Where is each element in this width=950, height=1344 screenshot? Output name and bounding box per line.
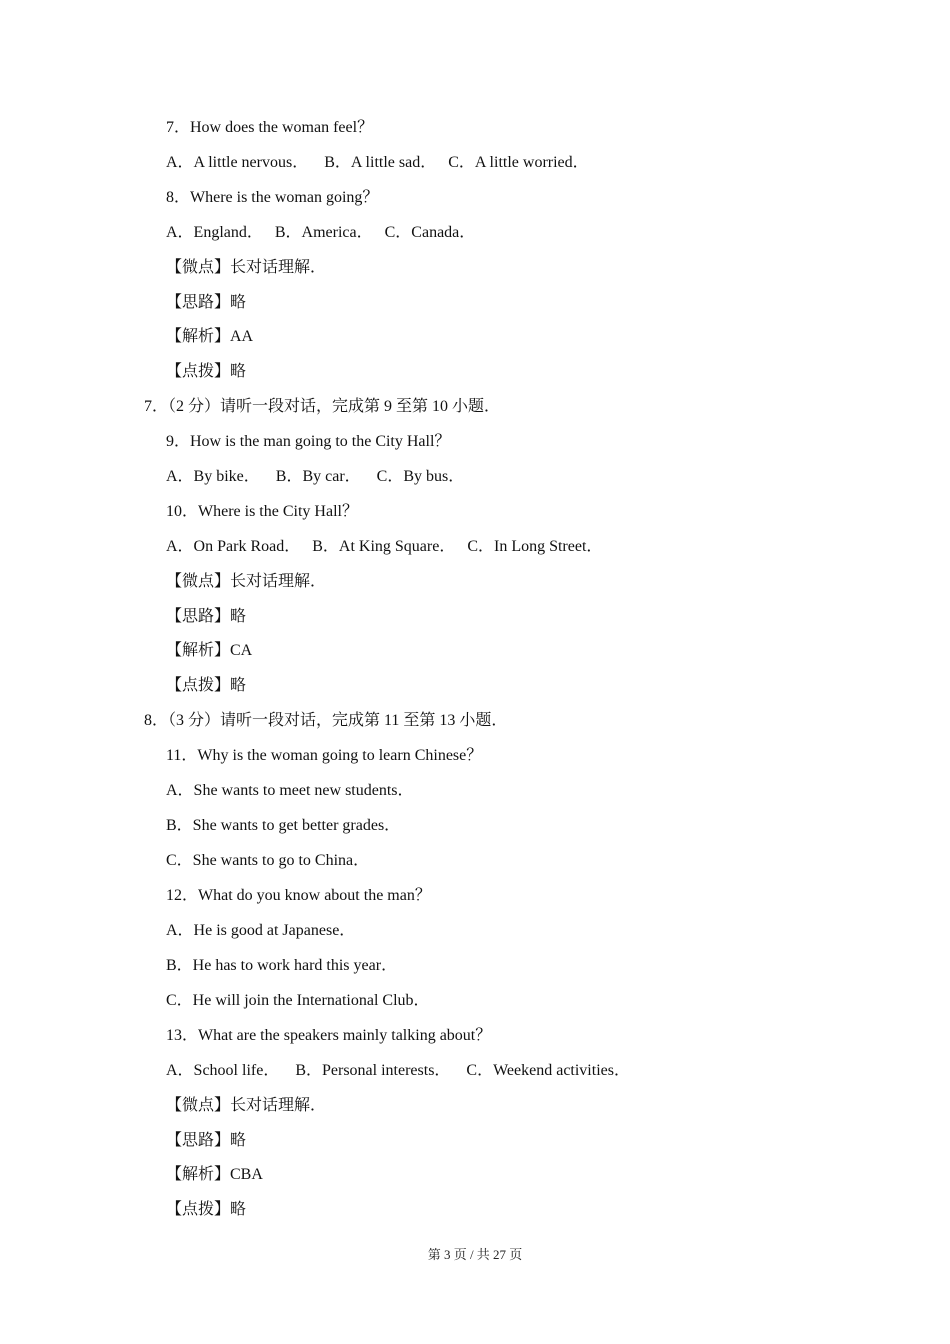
question-10-options: A．On Park Road． B．At King Square． C．In Long Street．	[166, 538, 603, 555]
weidian-note: 【微点】长对话理解．	[166, 1097, 327, 1114]
question-13: 13．What are the speakers mainly talking about？	[166, 1027, 492, 1044]
question-8-options: A．England． B．America． C．Canada．	[166, 224, 476, 241]
dianbo-note: 【点拨】略	[166, 677, 247, 694]
page-footer: 第 3 页 / 共 27 页	[427, 1247, 523, 1262]
weidian-note: 【微点】长对话理解．	[166, 259, 327, 276]
question-12: 12．What do you know about the man？	[166, 887, 431, 904]
question-9-options: A．By bike． B．By car． C．By bus．	[166, 468, 465, 485]
question-13-options: A．School life． B．Personal interests． C．Weekend activities．	[166, 1062, 630, 1079]
question-11-option-a: A．She wants to meet new students．	[166, 782, 414, 799]
question-11-option-b: B．She wants to get better grades．	[166, 817, 401, 834]
dianbo-note: 【点拨】略	[166, 1201, 247, 1218]
question-12-option-b: B．He has to work hard this year．	[166, 957, 398, 974]
jiexi-answer: 【解析】CBA	[166, 1166, 263, 1183]
dianbo-note: 【点拨】略	[166, 363, 247, 380]
jiexi-answer: 【解析】CA	[166, 642, 253, 659]
question-9: 9．How is the man going to the City Hall？	[166, 433, 451, 450]
weidian-note: 【微点】长对话理解．	[166, 573, 327, 590]
section-8-heading: 8．（3 分）请听一段对话，完成第 11 至第 13 小题．	[144, 712, 508, 729]
question-7-options: A．A little nervous． B．A little sad． C．A little worried．	[166, 154, 589, 171]
section-7-heading: 7．（2 分）请听一段对话，完成第 9 至第 10 小题．	[144, 398, 501, 415]
silu-note: 【思路】略	[166, 294, 247, 311]
silu-note: 【思路】略	[166, 1132, 247, 1149]
question-12-option-c: C．He will join the International Club．	[166, 992, 430, 1009]
question-8-sub: 8．Where is the woman going？	[166, 189, 379, 206]
question-11-option-c: C．She wants to go to China．	[166, 852, 370, 869]
question-10: 10．Where is the City Hall？	[166, 503, 358, 520]
jiexi-answer: 【解析】AA	[166, 328, 254, 345]
question-12-option-a: A．He is good at Japanese．	[166, 922, 356, 939]
silu-note: 【思路】略	[166, 608, 247, 625]
question-7-sub: 7．How does the woman feel？	[166, 119, 374, 136]
question-11: 11．Why is the woman going to learn Chinese？	[166, 747, 483, 764]
